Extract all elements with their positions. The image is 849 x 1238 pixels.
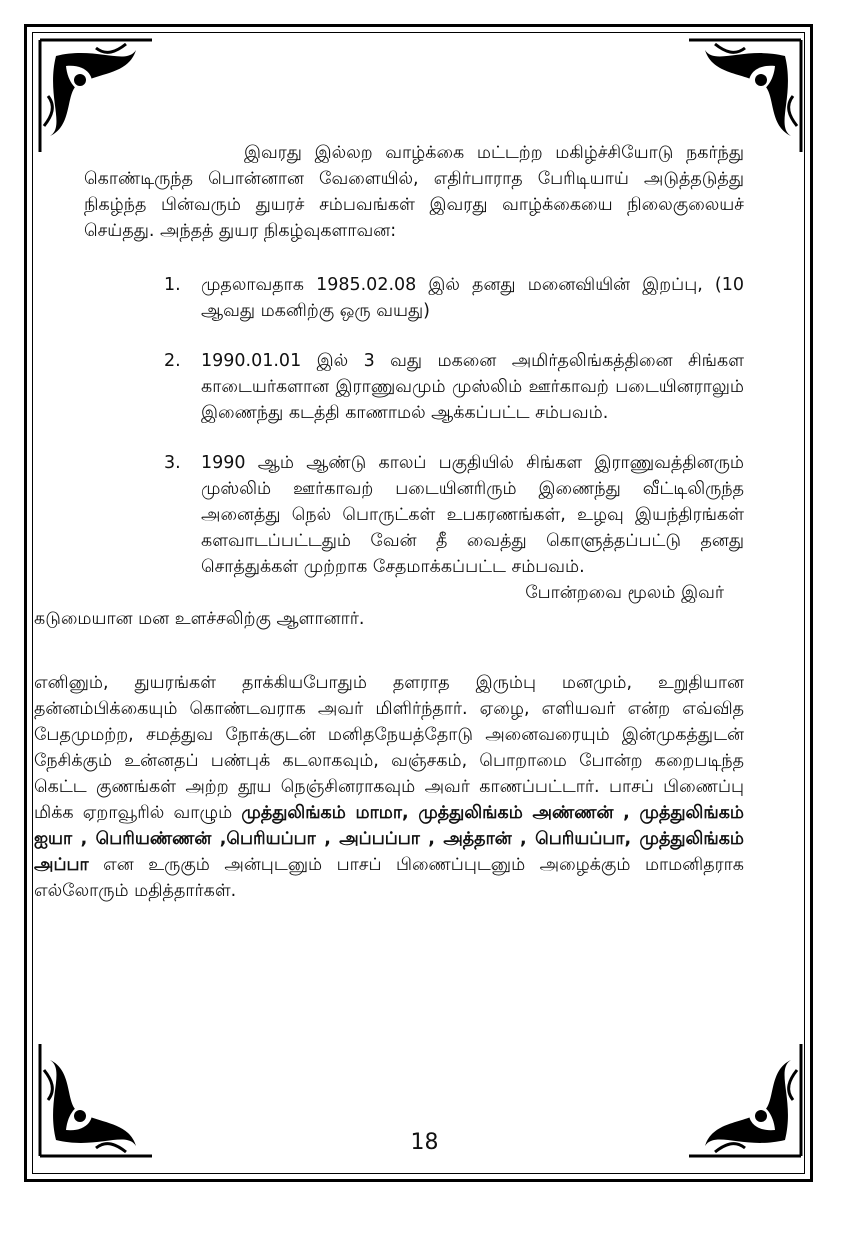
page-body [34,140,744,904]
list-item [84,348,744,426]
list-item-text: 1990.01.01 இல் 3 வது மகனை அமிர்தலிங்கத்தினை சிங்கள காடையர்களான இராணுவமும் முஸ்லிம் ஊர்காவற் படையினராலும் இணைந்து கடத்தி காணாமல் ஆக்கப்பட்ட சம்பவம். [201,351,744,423]
corner-ornament-top-right [685,36,805,156]
list-item-text: முதலாவதாக 1985.02.08 இல் தனது மனைவியின் இறப்பு, (10 ஆவது மகனிற்கு ஒரு வயது) [201,275,744,321]
list-item [84,272,744,324]
list-number: 1. [164,275,181,295]
paragraph-character-end: என உருகும் அன்புடனும் பாசப் பிணைப்புடனும் அழைக்கும் மாமனிதராக எல்லோரும் மதித்தார்கள். [34,855,744,901]
event-list [84,272,744,580]
paragraph-consequence: கடுமையான மன உளச்சலிற்கு ஆளானார். [34,609,365,629]
list-item [84,450,744,580]
list-item-text: 1990 ஆம் ஆண்டு காலப் பகுதியில் சிங்கள இராணுவத்தினரும் முஸ்லிம் ஊர்காவற் படையினரிரும் இணைந்து வீட்டிலிருந்த அனைத்து நெல் பொருட்கள் உபகரணங்கள், உழவு இயந்திரங்கள் களவாடப்பட்டதும் வேன் தீ வைத்து கொளுத்தப்பட்டு தனது சொத்துக்கள் முற்றாக சேதமாக்கப்பட்ட சம்பவம். [201,453,744,577]
page-number: 18 [410,1130,439,1155]
paragraph-character-names: முத்துலிங்கம் மாமா, முத்துலிங்கம் அண்ணன் , முத்துலிங்கம் ஐயா , பெரியண்ணன் ,பெரியப்பா , அப்பப்பா , அத்தான் , பெரியப்பா, முத்துலிங்கம் அப்பா [34,803,744,875]
list-tail: போன்றவை மூலம் இவர் [525,583,724,603]
list-number: 2. [164,351,181,371]
corner-ornament-top-left [36,36,156,156]
paragraph-character [34,670,744,904]
paragraph-character-start: எனினும், துயரங்கள் தாக்கியபோதும் தளராத இரும்பு மனமும், உறுதியான தன்னம்பிக்கையும் கொண்டவராக அவர் மிளிர்ந்தார். ஏழை, எளியவர் என்ற எவ்வித பேதமுமற்ற, சமத்துவ நோக்குடன் மனிதநேயத்தோடு அனைவரையும் இன்முகத்துடன் நேசிக்கும் உன்னதப் பண்புக் கடலாகவும், வஞ்சகம், பொறாமை போன்ற கறைபடிந்த கெட்ட குணங்கள் அற்ற தூய நெஞ்சினராகவும் அவர் காணப்பட்டார். பாசப் பிணைப்பு மிக்க ஏறாவூரில் வாழும் [34,673,744,823]
paragraph-intro: இவரது இல்லற வாழ்க்கை மட்டற்ற மகிழ்ச்சியோடு நகர்ந்து கொண்டிருந்த பொன்னான வேளையில், எதிர்பாராத பேரிடியாய் அடுத்தடுத்து நிகழ்ந்த பின்வரும் துயரச் சம்பவங்கள் இவரது வாழ்க்கையை நிலைகுலையச் செய்தது. அந்தத் துயர நிகழ்வுகளாவன: [84,143,744,241]
list-number: 3. [164,453,181,473]
